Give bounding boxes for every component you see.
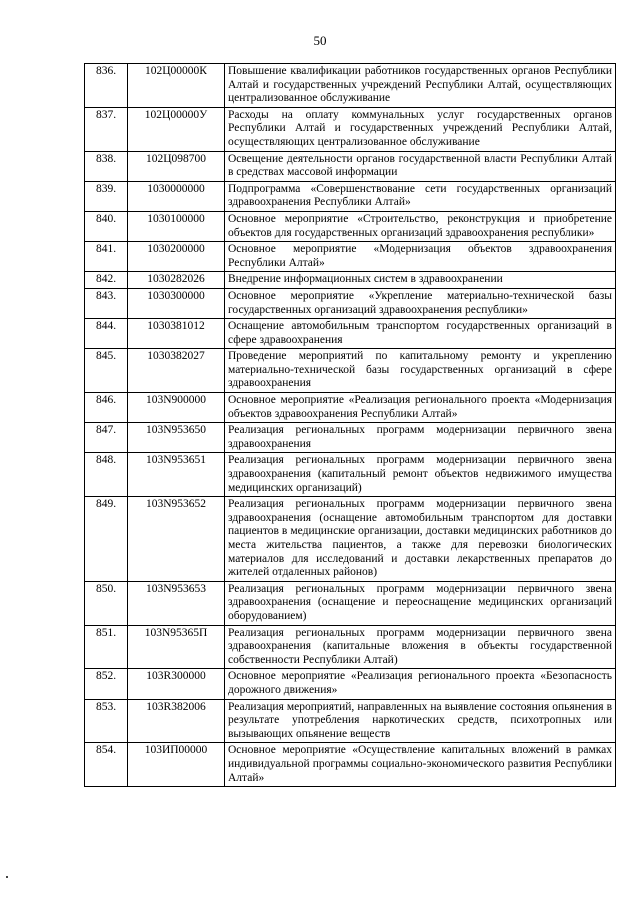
row-number: 836. bbox=[85, 64, 128, 108]
row-description: Реализация региональных программ модернизации первичного звена здравоохранения bbox=[225, 423, 616, 453]
row-code: 1030282026 bbox=[128, 272, 225, 289]
table-row bbox=[85, 64, 616, 108]
table-row bbox=[85, 699, 616, 743]
row-number: 838. bbox=[85, 151, 128, 181]
page-number: 50 bbox=[313, 33, 327, 48]
table-row bbox=[85, 272, 616, 289]
row-code: 1030300000 bbox=[128, 288, 225, 318]
row-code: 103N953652 bbox=[128, 497, 225, 582]
table-row bbox=[85, 743, 616, 787]
table-row bbox=[85, 288, 616, 318]
row-number: 841. bbox=[85, 242, 128, 272]
row-code: 1030000000 bbox=[128, 181, 225, 211]
row-number: 847. bbox=[85, 423, 128, 453]
table-body bbox=[85, 64, 616, 787]
table-row bbox=[85, 423, 616, 453]
table-row bbox=[85, 581, 616, 625]
row-code: 103N953650 bbox=[128, 423, 225, 453]
row-number: 853. bbox=[85, 699, 128, 743]
row-description: Расходы на оплату коммунальных услуг государственных органов Республики Алтай и государственных учреждений Республики Алтай, осуществляющих централизованное обслуживание bbox=[225, 107, 616, 151]
row-number: 851. bbox=[85, 625, 128, 669]
row-code: 103N95365П bbox=[128, 625, 225, 669]
row-code: 103N953651 bbox=[128, 453, 225, 497]
row-code: 103ИП00000 bbox=[128, 743, 225, 787]
row-description: Внедрение информационных систем в здравоохранении bbox=[225, 272, 616, 289]
row-number: 846. bbox=[85, 393, 128, 423]
row-description: Проведение мероприятий по капитальному ремонту и укреплению материально-технической базы государственных организаций в сфере здравоохранения bbox=[225, 349, 616, 393]
row-description: Освещение деятельности органов государственной власти Республики Алтай в средствах массовой информации bbox=[225, 151, 616, 181]
table-row bbox=[85, 107, 616, 151]
row-number: 848. bbox=[85, 453, 128, 497]
row-description: Подпрограмма «Совершенствование сети государственных организаций здравоохранения Республики Алтай» bbox=[225, 181, 616, 211]
row-number: 854. bbox=[85, 743, 128, 787]
table-row bbox=[85, 242, 616, 272]
row-number: 837. bbox=[85, 107, 128, 151]
table-row bbox=[85, 181, 616, 211]
row-code: 1030100000 bbox=[128, 211, 225, 241]
row-description: Основное мероприятие «Модернизация объектов здравоохранения Республики Алтай» bbox=[225, 242, 616, 272]
row-number: 840. bbox=[85, 211, 128, 241]
row-code: 102Ц00000К bbox=[128, 64, 225, 108]
row-number: 844. bbox=[85, 319, 128, 349]
table-row bbox=[85, 669, 616, 699]
budget-code-table bbox=[84, 63, 616, 787]
table-row bbox=[85, 453, 616, 497]
row-number: 849. bbox=[85, 497, 128, 582]
row-description: Основное мероприятие «Реализация регионального проекта «Модернизация объектов здравоохранения Республики Алтай» bbox=[225, 393, 616, 423]
row-code: 102Ц098700 bbox=[128, 151, 225, 181]
table-row bbox=[85, 349, 616, 393]
row-description: Реализация региональных программ модернизации первичного звена здравоохранения (капитальный ремонт объектов недвижимого имущества медицинских организаций) bbox=[225, 453, 616, 497]
row-code: 1030381012 bbox=[128, 319, 225, 349]
row-number: 839. bbox=[85, 181, 128, 211]
row-description: Реализация региональных программ модернизации первичного звена здравоохранения (оснащение и переоснащение медицинских организаций оборудованием) bbox=[225, 581, 616, 625]
table-row bbox=[85, 625, 616, 669]
row-description: Реализация региональных программ модернизации первичного звена здравоохранения (оснащение автомобильным транспортом для доставки пациентов в медицинские организации, доставки медицинских работников до места жительства пациентов, а также для перевозки биологических материалов для исследований и доставки лекарственных препаратов до жителей отдаленных районов) bbox=[225, 497, 616, 582]
row-description: Основное мероприятие «Осуществление капитальных вложений в рамках индивидуальной программы социально-экономического развития Республики Алтай» bbox=[225, 743, 616, 787]
table-row bbox=[85, 211, 616, 241]
row-description: Повышение квалификации работников государственных органов Республики Алтай и государственных учреждений Республики Алтай, осуществляющих централизованное обслуживание bbox=[225, 64, 616, 108]
row-number: 850. bbox=[85, 581, 128, 625]
row-code: 103N900000 bbox=[128, 393, 225, 423]
row-description: Реализация региональных программ модернизации первичного звена здравоохранения (капитальные вложения в объекты государственной собственности Республики Алтай) bbox=[225, 625, 616, 669]
row-code: 103R382006 bbox=[128, 699, 225, 743]
row-number: 845. bbox=[85, 349, 128, 393]
table-row bbox=[85, 497, 616, 582]
row-code: 102Ц00000У bbox=[128, 107, 225, 151]
row-description: Основное мероприятие «Строительство, реконструкция и приобретение объектов для государственных организаций здравоохранения республики» bbox=[225, 211, 616, 241]
row-code: 103R300000 bbox=[128, 669, 225, 699]
row-code: 1030382027 bbox=[128, 349, 225, 393]
table-row bbox=[85, 151, 616, 181]
row-number: 852. bbox=[85, 669, 128, 699]
row-code: 103N953653 bbox=[128, 581, 225, 625]
table-row bbox=[85, 319, 616, 349]
row-description: Основное мероприятие «Реализация регионального проекта «Безопасность дорожного движения» bbox=[225, 669, 616, 699]
scan-speck bbox=[6, 876, 8, 878]
row-description: Оснащение автомобильным транспортом государственных организаций в сфере здравоохранения bbox=[225, 319, 616, 349]
row-description: Реализация мероприятий, направленных на выявление состояния опьянения в результате употребления наркотических средств, психотропных или вызывающих опьянение веществ bbox=[225, 699, 616, 743]
row-number: 843. bbox=[85, 288, 128, 318]
table-row bbox=[85, 393, 616, 423]
row-number: 842. bbox=[85, 272, 128, 289]
row-description: Основное мероприятие «Укрепление материально-технической базы государственных организаций здравоохранения республики» bbox=[225, 288, 616, 318]
row-code: 1030200000 bbox=[128, 242, 225, 272]
